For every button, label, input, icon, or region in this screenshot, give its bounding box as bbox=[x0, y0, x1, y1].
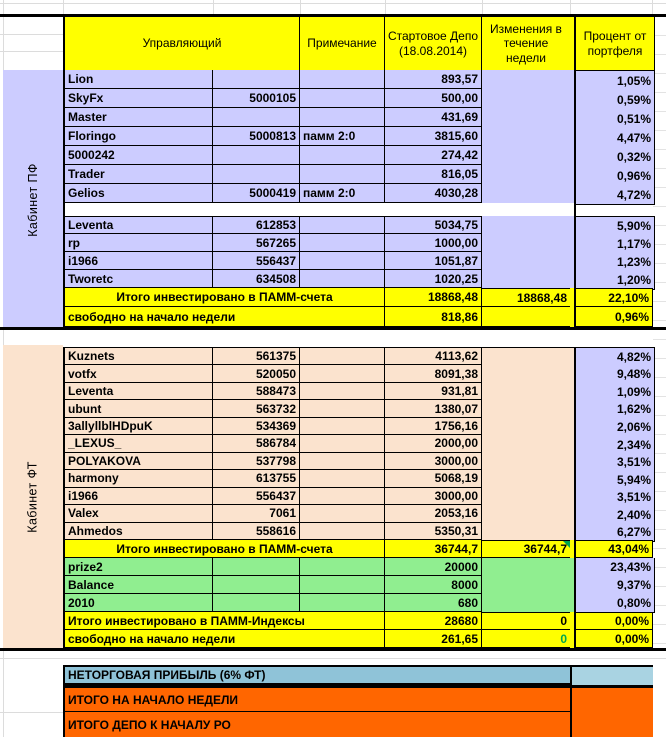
table-row bbox=[65, 234, 574, 252]
cell-manager[interactable]: rp bbox=[65, 234, 213, 252]
ft-table bbox=[63, 347, 576, 649]
cell-depo[interactable]: 893,57 bbox=[385, 70, 482, 89]
cell-depo[interactable]: 1756,16 bbox=[385, 418, 482, 435]
cell-manager[interactable]: harmony bbox=[65, 470, 213, 487]
table-header bbox=[63, 17, 576, 72]
cell-depo[interactable]: 431,69 bbox=[385, 108, 482, 127]
cell-account[interactable]: 558616 bbox=[213, 523, 300, 540]
gridline bbox=[300, 0, 301, 14]
cell-percent[interactable]: 0,32% bbox=[616, 149, 651, 164]
sidebar-cabinet-pf-label: Кабинет ПФ bbox=[26, 163, 41, 237]
cell-note[interactable] bbox=[300, 365, 385, 382]
cell-total-label[interactable]: Итого инвестировано в ПАММ-счета bbox=[65, 288, 385, 307]
cell-depo[interactable]: 500,00 bbox=[385, 89, 482, 108]
cell-manager[interactable]: Gelios bbox=[65, 184, 213, 203]
table-row bbox=[65, 348, 574, 365]
cell-note[interactable] bbox=[300, 418, 385, 435]
cell-manager[interactable]: _LEXUS_ bbox=[65, 435, 213, 452]
table-row bbox=[65, 383, 574, 400]
cell-depo[interactable]: 5068,19 bbox=[385, 470, 482, 487]
cell-changes[interactable] bbox=[482, 540, 570, 558]
cell-manager[interactable]: Tworetc bbox=[65, 270, 213, 288]
cell-depo[interactable]: 5034,75 bbox=[385, 216, 482, 234]
cell-note[interactable] bbox=[300, 576, 385, 594]
nontrade-profit-row[interactable]: НЕТОРГОВАЯ ПРИБЫЛЬ (6% ФТ) bbox=[63, 665, 572, 685]
cell-account[interactable] bbox=[213, 576, 300, 594]
cell-percent[interactable]: 1,62% bbox=[616, 402, 651, 417]
divider bbox=[0, 648, 666, 651]
cell-percent[interactable]: 1,09% bbox=[616, 384, 651, 399]
cell-note[interactable]: памм 2:0 bbox=[300, 127, 385, 146]
ft-percent-index-block bbox=[575, 558, 655, 613]
cell-percent[interactable]: 1,20% bbox=[616, 273, 651, 287]
pf-percent-block-a bbox=[575, 70, 655, 205]
cell-percent[interactable]: 0,51% bbox=[616, 111, 651, 126]
cell-changes[interactable]: 0 bbox=[482, 612, 570, 630]
header-note[interactable]: Примечание bbox=[300, 17, 385, 70]
cell-depo[interactable]: 28680 bbox=[385, 612, 482, 630]
table-row bbox=[65, 252, 574, 270]
cell-manager[interactable]: 3allyllblHDpuK bbox=[65, 418, 213, 435]
table-row bbox=[65, 108, 574, 127]
cell-percent[interactable]: 4,82% bbox=[616, 349, 651, 364]
cell-manager[interactable]: Master bbox=[65, 108, 213, 127]
cell-percent[interactable]: 4,72% bbox=[616, 187, 651, 202]
depo-ro-total-row[interactable]: ИТОГО ДЕПО К НАЧАЛУ РО bbox=[68, 717, 231, 732]
cell-account[interactable]: 567265 bbox=[213, 234, 300, 252]
cell-percent[interactable]: 2,34% bbox=[616, 437, 651, 452]
table-row bbox=[65, 89, 574, 108]
gridline bbox=[213, 0, 214, 14]
cell-percent-total[interactable]: 22,10% bbox=[575, 288, 653, 307]
gridline bbox=[385, 0, 386, 14]
cell-percent-total-index[interactable]: 0,00% bbox=[575, 612, 653, 630]
table-row bbox=[65, 270, 574, 288]
cell-percent[interactable]: 0,96% bbox=[616, 168, 651, 183]
total-row-pamm bbox=[65, 288, 574, 307]
cell-percent[interactable]: 1,23% bbox=[616, 255, 651, 269]
cell-manager[interactable]: Floringo bbox=[65, 127, 213, 146]
index-row bbox=[65, 558, 574, 576]
cell-account[interactable]: 520050 bbox=[213, 365, 300, 382]
table-row bbox=[65, 488, 574, 505]
week-start-total-row[interactable]: ИТОГО НА НАЧАЛО НЕДЕЛИ bbox=[65, 688, 570, 712]
free-funds-row bbox=[65, 307, 574, 327]
cell-changes[interactable]: 18868,48 bbox=[482, 288, 570, 307]
cell-free-label[interactable]: свободно на начало недели bbox=[65, 307, 385, 327]
cell-note[interactable] bbox=[300, 270, 385, 288]
divider bbox=[63, 685, 653, 688]
cell-note[interactable] bbox=[300, 146, 385, 165]
cell-percent[interactable]: 23,43% bbox=[610, 560, 651, 574]
table-row bbox=[65, 453, 574, 470]
cell-account[interactable]: 537798 bbox=[213, 453, 300, 470]
cell-account[interactable]: 561375 bbox=[213, 348, 300, 365]
table-row bbox=[65, 127, 574, 146]
cell-depo[interactable]: 1000,00 bbox=[385, 234, 482, 252]
gridline bbox=[0, 658, 666, 659]
table-row bbox=[65, 505, 574, 522]
cell-depo[interactable]: 261,65 bbox=[385, 630, 482, 648]
cell-percent[interactable]: 3,51% bbox=[616, 490, 651, 505]
table-row bbox=[65, 146, 574, 165]
cell-note[interactable] bbox=[300, 505, 385, 522]
cell-note[interactable] bbox=[300, 348, 385, 365]
cell-percent-free[interactable]: 0,00% bbox=[575, 630, 653, 648]
cell-depo[interactable]: 3000,00 bbox=[385, 453, 482, 470]
cell-depo[interactable]: 1020,25 bbox=[385, 270, 482, 288]
cell-depo[interactable]: 3815,60 bbox=[385, 127, 482, 146]
cell-account[interactable]: 588473 bbox=[213, 383, 300, 400]
sidebar-cabinet-pf[interactable] bbox=[3, 70, 63, 330]
total-row-index bbox=[65, 612, 574, 630]
cell-note[interactable] bbox=[300, 400, 385, 417]
cell-percent[interactable]: 4,47% bbox=[616, 130, 651, 145]
cell-account[interactable] bbox=[213, 108, 300, 127]
cell-depo[interactable]: 5350,31 bbox=[385, 523, 482, 540]
cell-manager[interactable]: Lion bbox=[65, 70, 213, 89]
cell-depo[interactable]: 2000,00 bbox=[385, 435, 482, 452]
table-row bbox=[65, 165, 574, 184]
comment-marker-triangle bbox=[563, 541, 570, 548]
header-start-depo[interactable]: Стартовое Депо (18.08.2014) bbox=[385, 17, 482, 70]
gridline bbox=[570, 0, 571, 14]
cell-percent[interactable]: 0,59% bbox=[616, 92, 651, 107]
cell-percent[interactable]: 0,80% bbox=[616, 596, 651, 610]
sidebar-cabinet-ft-label: Кабинет ФТ bbox=[26, 460, 41, 533]
table-row bbox=[65, 470, 574, 487]
cell-manager[interactable]: prize2 bbox=[65, 558, 213, 576]
header-manager[interactable]: Управляющий bbox=[65, 17, 300, 70]
divider bbox=[0, 327, 666, 330]
gridline bbox=[0, 51, 63, 52]
cell-depo[interactable]: 680 bbox=[385, 594, 482, 612]
divider bbox=[0, 14, 666, 17]
cell-account[interactable] bbox=[213, 70, 300, 89]
cell-account[interactable]: 556437 bbox=[213, 488, 300, 505]
cell-manager[interactable]: POLYAKOVA bbox=[65, 453, 213, 470]
cell-account[interactable]: 5000419 bbox=[213, 184, 300, 203]
cell-depo[interactable]: 274,42 bbox=[385, 146, 482, 165]
cell-note[interactable] bbox=[300, 89, 385, 108]
cell-account[interactable]: 7061 bbox=[213, 505, 300, 522]
cell-account[interactable]: 5000813 bbox=[213, 127, 300, 146]
cell-depo[interactable]: 4030,28 bbox=[385, 184, 482, 203]
cell-manager[interactable]: Kuznets bbox=[65, 348, 213, 365]
cell-note[interactable] bbox=[300, 165, 385, 184]
cell-manager[interactable]: ubunt bbox=[65, 400, 213, 417]
cell-note[interactable] bbox=[300, 216, 385, 234]
cell-total-label[interactable]: Итого инвестировано в ПАММ-Индексы bbox=[65, 612, 385, 630]
cell-manager[interactable]: i1966 bbox=[65, 252, 213, 270]
gridline bbox=[63, 0, 64, 14]
gridline bbox=[652, 0, 653, 14]
cell-percent[interactable]: 6,27% bbox=[616, 525, 651, 540]
cell-depo[interactable]: 1380,07 bbox=[385, 400, 482, 417]
table-row bbox=[65, 184, 574, 203]
table-row bbox=[65, 365, 574, 382]
cell-percent[interactable]: 5,90% bbox=[616, 219, 651, 233]
cell-depo[interactable]: 2053,16 bbox=[385, 505, 482, 522]
cell-note[interactable] bbox=[300, 453, 385, 470]
cell-depo[interactable]: 36744,7 bbox=[385, 540, 482, 558]
cell-percent[interactable]: 9,48% bbox=[616, 367, 651, 382]
cell-note[interactable] bbox=[300, 594, 385, 612]
header-portfolio-percent[interactable]: Процент от портфеля bbox=[575, 17, 655, 71]
cell-depo[interactable]: 18868,48 bbox=[385, 288, 482, 307]
cell-note[interactable] bbox=[300, 383, 385, 400]
cell-account[interactable] bbox=[213, 165, 300, 184]
cell-account[interactable]: 634508 bbox=[213, 270, 300, 288]
cell-note[interactable] bbox=[300, 435, 385, 452]
cell-note[interactable] bbox=[300, 234, 385, 252]
totals-block bbox=[63, 688, 572, 737]
free-funds-row bbox=[65, 630, 574, 648]
cell-manager[interactable]: Valex bbox=[65, 505, 213, 522]
cell-account[interactable] bbox=[213, 558, 300, 576]
cell-note[interactable]: памм 2:0 bbox=[300, 184, 385, 203]
cell-percent-total[interactable]: 43,04% bbox=[575, 540, 653, 558]
spacer-row bbox=[65, 203, 574, 216]
cell-percent[interactable]: 9,37% bbox=[616, 578, 651, 592]
totals-fill bbox=[572, 688, 653, 737]
table-row bbox=[65, 70, 574, 89]
cell-changes[interactable] bbox=[482, 307, 570, 327]
cell-free-label[interactable]: свободно на начало недели bbox=[65, 630, 385, 648]
cell-depo[interactable]: 818,86 bbox=[385, 307, 482, 327]
table-row bbox=[65, 400, 574, 417]
cell-changes-value: 36744,7 bbox=[523, 542, 567, 556]
ft-percent-block bbox=[575, 347, 655, 542]
cell-manager[interactable]: votfx bbox=[65, 365, 213, 382]
cell-manager[interactable]: 5000242 bbox=[65, 146, 213, 165]
cell-manager[interactable]: Trader bbox=[65, 165, 213, 184]
pf-percent-block-b bbox=[575, 216, 655, 290]
cell-depo[interactable]: 1051,87 bbox=[385, 252, 482, 270]
gridline bbox=[482, 0, 483, 14]
gridline bbox=[0, 34, 63, 35]
cell-manager[interactable]: 2010 bbox=[65, 594, 213, 612]
cell-account[interactable]: 613755 bbox=[213, 470, 300, 487]
cell-depo[interactable]: 8000 bbox=[385, 576, 482, 594]
cell-percent[interactable]: 1,17% bbox=[616, 237, 651, 251]
index-row bbox=[65, 576, 574, 594]
table-row bbox=[65, 418, 574, 435]
cell-manager[interactable]: i1966 bbox=[65, 488, 213, 505]
cell-account[interactable] bbox=[213, 146, 300, 165]
cell-account[interactable]: 586784 bbox=[213, 435, 300, 452]
cell-percent[interactable]: 2,06% bbox=[616, 419, 651, 434]
cell-note[interactable] bbox=[300, 470, 385, 487]
cell-note[interactable] bbox=[300, 558, 385, 576]
cell-percent[interactable]: 1,05% bbox=[616, 73, 651, 88]
cell-manager[interactable]: Ahmedos bbox=[65, 523, 213, 540]
cell-account[interactable]: 534369 bbox=[213, 418, 300, 435]
cell-note[interactable] bbox=[300, 523, 385, 540]
cell-changes[interactable]: 0 bbox=[482, 630, 570, 648]
cell-manager[interactable]: Balance bbox=[65, 576, 213, 594]
gridline bbox=[0, 3, 666, 4]
cell-account[interactable] bbox=[213, 594, 300, 612]
cell-note[interactable] bbox=[300, 108, 385, 127]
cell-total-label[interactable]: Итого инвестировано в ПАММ-счета bbox=[65, 540, 385, 558]
cell-percent[interactable]: 2,40% bbox=[616, 507, 651, 522]
cell-manager[interactable]: SkyFx bbox=[65, 89, 213, 108]
cell-depo[interactable]: 20000 bbox=[385, 558, 482, 576]
cell-account[interactable]: 5000105 bbox=[213, 89, 300, 108]
nontrade-profit-fill bbox=[572, 665, 653, 685]
table-row bbox=[65, 523, 574, 540]
total-row-pamm bbox=[65, 540, 574, 558]
cell-note[interactable] bbox=[300, 488, 385, 505]
cell-depo[interactable]: 816,05 bbox=[385, 165, 482, 184]
cell-manager[interactable]: Leventa bbox=[65, 216, 213, 234]
cell-depo[interactable]: 931,81 bbox=[385, 383, 482, 400]
table-row bbox=[65, 216, 574, 234]
cell-note[interactable] bbox=[300, 70, 385, 89]
cell-percent[interactable]: 3,51% bbox=[616, 455, 651, 470]
cell-account[interactable]: 612853 bbox=[213, 216, 300, 234]
cell-account[interactable]: 556437 bbox=[213, 252, 300, 270]
sidebar-cabinet-ft[interactable] bbox=[3, 345, 63, 648]
cell-depo[interactable]: 8091,38 bbox=[385, 365, 482, 382]
cell-depo[interactable]: 4113,62 bbox=[385, 348, 482, 365]
table-row bbox=[65, 435, 574, 452]
index-row bbox=[65, 594, 574, 612]
cell-percent-free[interactable]: 0,96% bbox=[575, 307, 653, 327]
cell-note[interactable] bbox=[300, 252, 385, 270]
cell-manager[interactable]: Leventa bbox=[65, 383, 213, 400]
cell-depo[interactable]: 3000,00 bbox=[385, 488, 482, 505]
header-week-changes[interactable]: Изменения в течение недели bbox=[490, 22, 562, 65]
pf-table bbox=[63, 70, 576, 327]
gridline bbox=[0, 712, 63, 713]
cell-account[interactable]: 563732 bbox=[213, 400, 300, 417]
cell-percent[interactable]: 5,94% bbox=[616, 472, 651, 487]
